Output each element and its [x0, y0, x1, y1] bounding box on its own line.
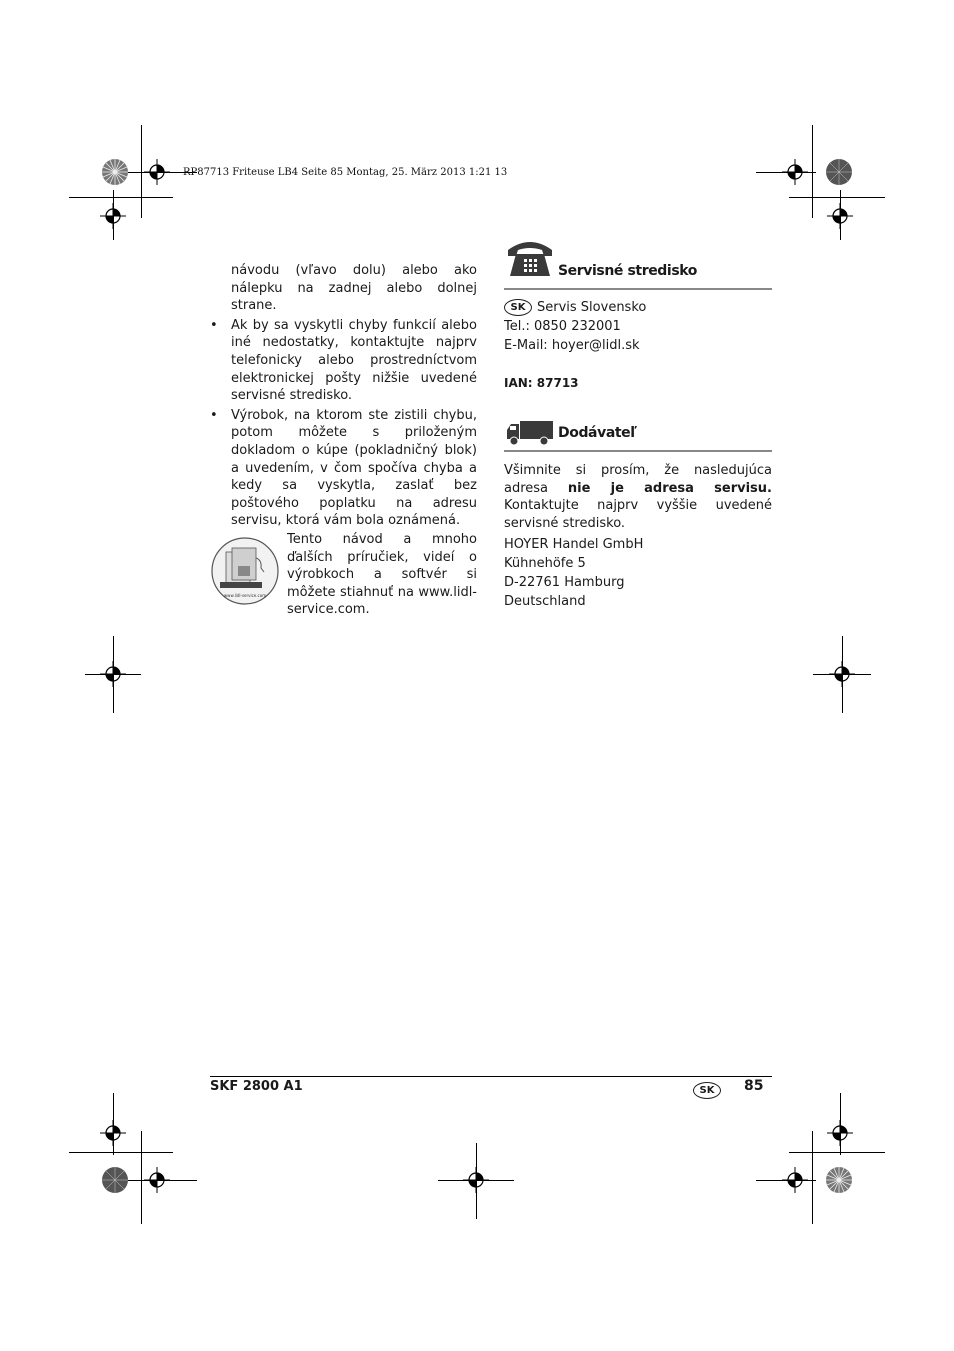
color-target-icon: [101, 158, 129, 186]
supplier-address: [504, 535, 772, 611]
continued-paragraph: návodu (vľavo dolu) alebo ako nálepku na zadnej alebo dolnej strane.: [231, 263, 477, 314]
list-item-text: Ak by sa vyskytli chyby funkcií alebo iné nedostatky, kontaktujte najprv telefonicky alebo prostredníctvom elektronickej pošty nižšie uvedené servisné stredisko.: [231, 317, 477, 404]
lidl-service-text: Tento návod a mnoho ďalších príručiek, videí o výrobkoch a softvér si môžete stiahnuť na www.lidl-service.com.: [287, 532, 477, 618]
address-line: Kühnehöfe 5: [504, 556, 586, 571]
trim-line: [812, 1131, 813, 1224]
trim-line: [789, 197, 885, 198]
note-part: Kontaktujte najprv vyššie uvedené servisné stredisko.: [504, 498, 772, 531]
trim-line: [69, 1152, 173, 1153]
note-bold: nie je adresa servisu.: [567, 480, 772, 496]
registration-mark-icon: [100, 661, 126, 687]
service-phone: Tel.: 0850 232001: [504, 319, 621, 334]
list-item-text: Výrobok, na ktorom ste zistili chybu, potom môžete s priloženým dokladom o kúpe (pokladničný blok) a uvedením, v čom spočíva chyba a kedy sa vyskytla, zaslať bez poštového poplatku na adresu servisu, ktorá vám bola oznámená.: [231, 407, 477, 529]
left-column: [210, 262, 477, 530]
list-item: [210, 407, 477, 530]
list-item: [210, 317, 477, 405]
service-contact: [504, 298, 772, 355]
registration-mark-icon: [144, 1167, 170, 1193]
color-target-icon: [825, 158, 853, 186]
registration-mark-icon: [100, 203, 126, 229]
service-name: Servis Slovensko: [537, 300, 647, 315]
model-number: SKF 2800 A1: [210, 1079, 303, 1094]
country-badge: SK: [504, 299, 532, 316]
registration-mark-icon: [829, 661, 855, 687]
footer-country-badge: [693, 1080, 726, 1099]
note-part: Všimnite si prosím, že nasledujúca adresa: [504, 463, 772, 496]
section-rule: [504, 288, 772, 290]
address-line: Deutschland: [504, 594, 586, 609]
address-line: HOYER Handel GmbH: [504, 537, 644, 552]
footer-rule: [210, 1076, 772, 1077]
registration-mark-icon: [782, 1167, 808, 1193]
supplier-note: [504, 462, 772, 532]
trim-line: [69, 197, 173, 198]
bullet-symbol: •: [210, 407, 218, 423]
telephone-icon: [506, 238, 554, 278]
supplier-note-text: [504, 462, 772, 532]
color-target-icon: [101, 1166, 129, 1194]
registration-mark-icon: [827, 1120, 853, 1146]
trim-line: [141, 125, 142, 218]
supplier-heading: Dodávateľ: [558, 425, 637, 441]
trim-line: [789, 1152, 885, 1153]
address-line: D-22761 Hamburg: [504, 575, 625, 590]
lidl-service-block: [210, 531, 477, 618]
color-target-icon: [825, 1166, 853, 1194]
registration-mark-icon: [100, 1120, 126, 1146]
print-slug: RP87713 Friteuse LB4 Seite 85 Montag, 25. März 2013 1:21 13: [183, 167, 508, 178]
service-email: E-Mail: hoyer@lidl.sk: [504, 338, 640, 353]
registration-mark-icon: [827, 203, 853, 229]
page-number: 85: [744, 1078, 764, 1094]
registration-mark-icon: [463, 1167, 489, 1193]
ian-number: IAN: 87713: [504, 376, 579, 390]
registration-mark-icon: [782, 159, 808, 185]
service-heading: Servisné stredisko: [558, 263, 698, 279]
truck-icon: [506, 420, 554, 446]
lidl-service-download-icon: [210, 536, 280, 606]
service-name-line: [504, 298, 772, 317]
section-rule: [504, 450, 772, 452]
bullet-symbol: •: [210, 317, 218, 333]
trim-line: [812, 125, 813, 218]
country-badge: SK: [693, 1082, 721, 1099]
registration-mark-icon: [144, 159, 170, 185]
lidl-icon-url: www.lidl-service.com: [223, 593, 267, 598]
trim-line: [141, 1131, 142, 1224]
